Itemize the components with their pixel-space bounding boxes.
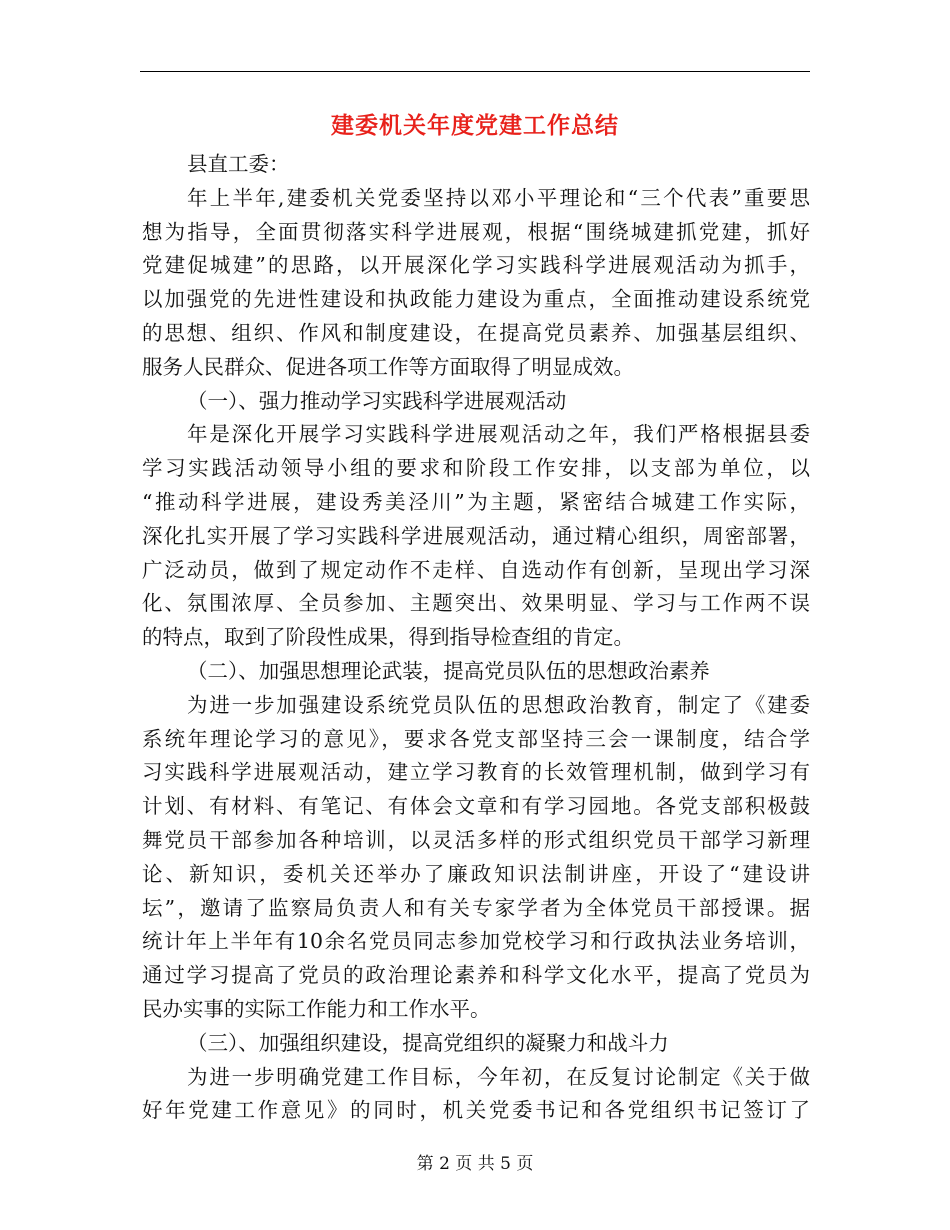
document-body	[142, 148, 810, 1128]
paragraph-line: 系统年理论学习的意见》，要求各党支部坚持三会一课制度，结合学	[142, 726, 810, 751]
section-heading-2: （二）、加强思想理论武装，提高党员队伍的思想政治素养	[187, 658, 710, 683]
paragraph-line: 民办实事的实际工作能力和工作水平。	[142, 996, 491, 1021]
header-rule	[140, 71, 810, 72]
paragraph-line: 舞党员干部参加各种培训，以灵活多样的形式组织党员干部学习新理	[142, 827, 810, 852]
paragraph-line: 坛”，邀请了监察局负责人和有关专家学者为全体党员干部授课。据	[142, 895, 810, 920]
document-title: 建委机关年度党建工作总结	[331, 112, 619, 139]
paragraph-line: 的特点，取到了阶段性成果，得到指导检查组的肯定。	[142, 625, 634, 650]
section-heading-3: （三）、加强组织建设，提高党组织的凝聚力和战斗力	[187, 1030, 669, 1055]
paragraph-line: 习实践科学进展观活动，建立学习教育的长效管理机制，做到学习有	[142, 760, 810, 785]
paragraph-line: 年是深化开展学习实践科学进展观活动之年，我们严格根据县委	[187, 422, 810, 447]
paragraph-line: 年上半年,建委机关党委坚持以邓小平理论和“三个代表”重要思	[187, 185, 810, 210]
paragraph-line: 学习实践活动领导小组的要求和阶段工作安排，以支部为单位，以	[142, 456, 810, 481]
paragraph-line: 广泛动员，做到了规定动作不走样、自选动作有创新，呈现出学习深	[142, 557, 810, 582]
paragraph-line: 通过学习提高了党员的政治理论素养和科学文化水平，提高了党员为	[142, 963, 810, 988]
paragraph-line: 化、氛围浓厚、全员参加、主题突出、效果明显、学习与工作两不误	[142, 591, 810, 616]
salutation-line: 县直工委：	[187, 152, 290, 176]
paragraph-line: 为进一步明确党建工作目标，今年初，在反复讨论制定《关于做	[187, 1064, 810, 1089]
paragraph-line: 服务人民群众、促进各项工作等方面取得了明显成效。	[142, 354, 634, 379]
paragraph-line: 想为指导，全面贯彻落实科学进展观，根据“围绕城建抓党建，抓好	[142, 219, 810, 244]
paragraph-line: 深化扎实开展了学习实践科学进展观活动，通过精心组织，周密部署，	[142, 523, 810, 548]
paragraph-line: “推动科学进展，建设秀美泾川”为主题，紧密结合城建工作实际，	[142, 489, 810, 514]
paragraph-line: 论、新知识，委机关还举办了廉政知识法制讲座，开设了“建设讲	[142, 861, 810, 886]
paragraph-line: 的思想、组织、作风和制度建设，在提高党员素养、加强基层组织、	[142, 320, 810, 345]
paragraph-line: 党建促城建”的思路，以开展深化学习实践科学进展观活动为抓手，	[142, 253, 810, 278]
paragraph-line: 为进一步加强建设系统党员队伍的思想政治教育，制定了《建委	[187, 692, 810, 717]
paragraph-line: 以加强党的先进性建设和执政能力建设为重点，全面推动建设系统党	[142, 287, 810, 312]
paragraph-line: 计划、有材料、有笔记、有体会文章和有学习园地。各党支部积极鼓	[142, 794, 810, 819]
paragraph-line: 好年党建工作意见》的同时，机关党委书记和各党组织书记签订了	[142, 1098, 810, 1123]
page-number: 第 2 页 共 5 页	[416, 1154, 534, 1174]
section-heading-1: （一）、强力推动学习实践科学进展观活动	[187, 388, 567, 413]
paragraph-line: 统计年上半年有10余名党员同志参加党校学习和行政执法业务培训，	[142, 929, 810, 954]
